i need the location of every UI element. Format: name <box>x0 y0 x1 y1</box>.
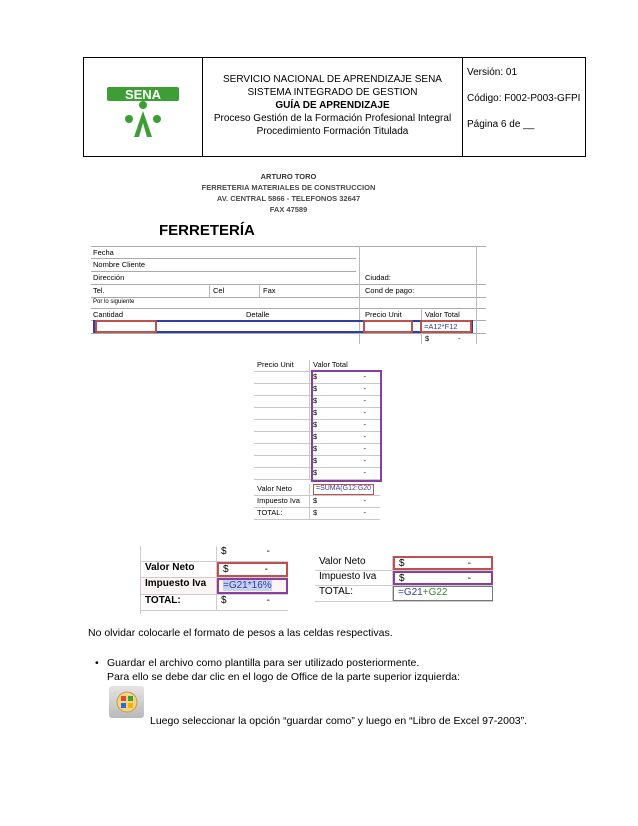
save-instruction-detail: Para ello se debe dar clic en el logo de Office de la parte superior izquierda: <box>107 671 460 683</box>
table-row: Precio Unit Valor Total <box>254 360 380 372</box>
bullet-icon: • <box>95 657 99 669</box>
tel-label: Tel. <box>93 286 105 295</box>
save-as-instruction: Luego seleccionar la opción “guardar como” y luego en “Libro de Excel 97-2003”. <box>150 715 528 727</box>
table-row: $ - <box>254 396 380 408</box>
guide-title: GUÍA DE APRENDIZAJE <box>275 100 390 111</box>
table-row: Impuesto Iva $ - <box>315 571 493 586</box>
version-label: Versión: 01 <box>467 67 518 78</box>
table-row: $ - <box>141 546 288 562</box>
table-row: Valor Neto =SUMA(G12:G20 <box>254 484 380 496</box>
code-label: Código: F002-P003-GFPI <box>467 93 581 104</box>
header-meta <box>463 58 585 156</box>
table-row: Impuesto Iva $ - <box>254 496 380 508</box>
dollar-sign: $ <box>425 334 430 343</box>
valor-total-header: Valor Total <box>425 310 460 319</box>
total-sheet-screenshot <box>315 546 493 614</box>
institution-name: SERVICIO NACIONAL DE APRENDIZAJE SENA <box>223 74 442 85</box>
cond-pago-label: Cond de pago: <box>365 286 415 295</box>
table-row: TOTAL: =G21+G22 <box>315 586 493 602</box>
total-formula-a: =G21 <box>398 587 423 598</box>
owner-name: ARTURO TORO <box>260 172 317 181</box>
fecha-label: Fecha <box>93 248 114 257</box>
process-name: Proceso Gestión de la Formación Profesional Integral <box>213 113 452 124</box>
formula-text: =A12*F12 <box>424 322 458 331</box>
totals-sheet-screenshot <box>254 360 380 520</box>
cantidad-header: Cantidad <box>93 310 124 319</box>
table-row: $ - <box>254 420 380 432</box>
procedure-name: Procedimiento Formación Titulada <box>256 126 409 137</box>
nombre-label: Nombre Cliente <box>93 260 146 269</box>
save-instruction: Guardar el archivo como plantilla para ser utilizado posteriormente. <box>107 657 420 669</box>
precio-unit-header: Precio Unit <box>365 310 402 319</box>
precio-cell-highlight <box>363 320 413 333</box>
table-row: TOTAL: $ - <box>254 508 380 520</box>
iva-formula: =G21*16% <box>223 580 272 591</box>
table-row: $ - <box>254 432 380 444</box>
sena-logo-icon <box>101 75 185 139</box>
table-row: $ - <box>254 384 380 396</box>
office-button-icon <box>109 686 144 718</box>
table-row: $ - <box>254 456 380 468</box>
sena-logo <box>84 58 203 156</box>
cantidad-cell-highlight <box>95 320 157 333</box>
header-center <box>203 58 463 156</box>
invoice-title: FERRETERÍA <box>159 222 255 239</box>
fax-field-label: Fax <box>263 286 276 295</box>
svg-text:SENA: SENA <box>124 87 162 102</box>
ciudad-label: Ciudad: <box>365 273 391 282</box>
table-row: Valor Neto $ - <box>141 562 288 578</box>
address-phones: AV. CENTRAL 5866 - TELEFONOS 32647 <box>216 194 361 203</box>
detalle-header: Detalle <box>246 310 270 319</box>
fax-number: FAX 47589 <box>269 205 308 214</box>
cel-label: Cel <box>213 286 225 295</box>
direccion-label: Dirección <box>93 273 125 282</box>
total-formula-b: +G22 <box>422 587 448 598</box>
table-row: $ - <box>254 468 380 480</box>
business-name: FERRETERIA MATERIALES DE CONSTRUCCION <box>201 183 376 192</box>
system-name: SISTEMA INTEGRADO DE GESTION <box>247 87 418 98</box>
table-row: TOTAL: $ - <box>141 595 288 611</box>
dash-value: - <box>458 334 461 343</box>
suma-formula: =SUMA(G12:G20 <box>313 484 374 495</box>
por-lo-siguiente-label: Por lo siguiente <box>93 299 135 305</box>
invoice-sheet-screenshot <box>91 168 486 344</box>
sum-range-highlight <box>311 370 382 482</box>
table-row: $ - <box>254 444 380 456</box>
document-header <box>83 57 586 157</box>
table-row: Impuesto Iva =G21*16% <box>141 578 288 595</box>
format-note: No olvidar colocarle el formato de pesos a las celdas respectivas. <box>88 627 393 639</box>
table-row: $ - <box>254 372 380 384</box>
table-row: Valor Neto $ - <box>315 556 493 571</box>
page-label: Página 6 de __ <box>467 119 535 130</box>
formula-cell <box>420 320 472 333</box>
iva-sheet-screenshot <box>140 546 288 614</box>
table-row: $ - <box>254 408 380 420</box>
